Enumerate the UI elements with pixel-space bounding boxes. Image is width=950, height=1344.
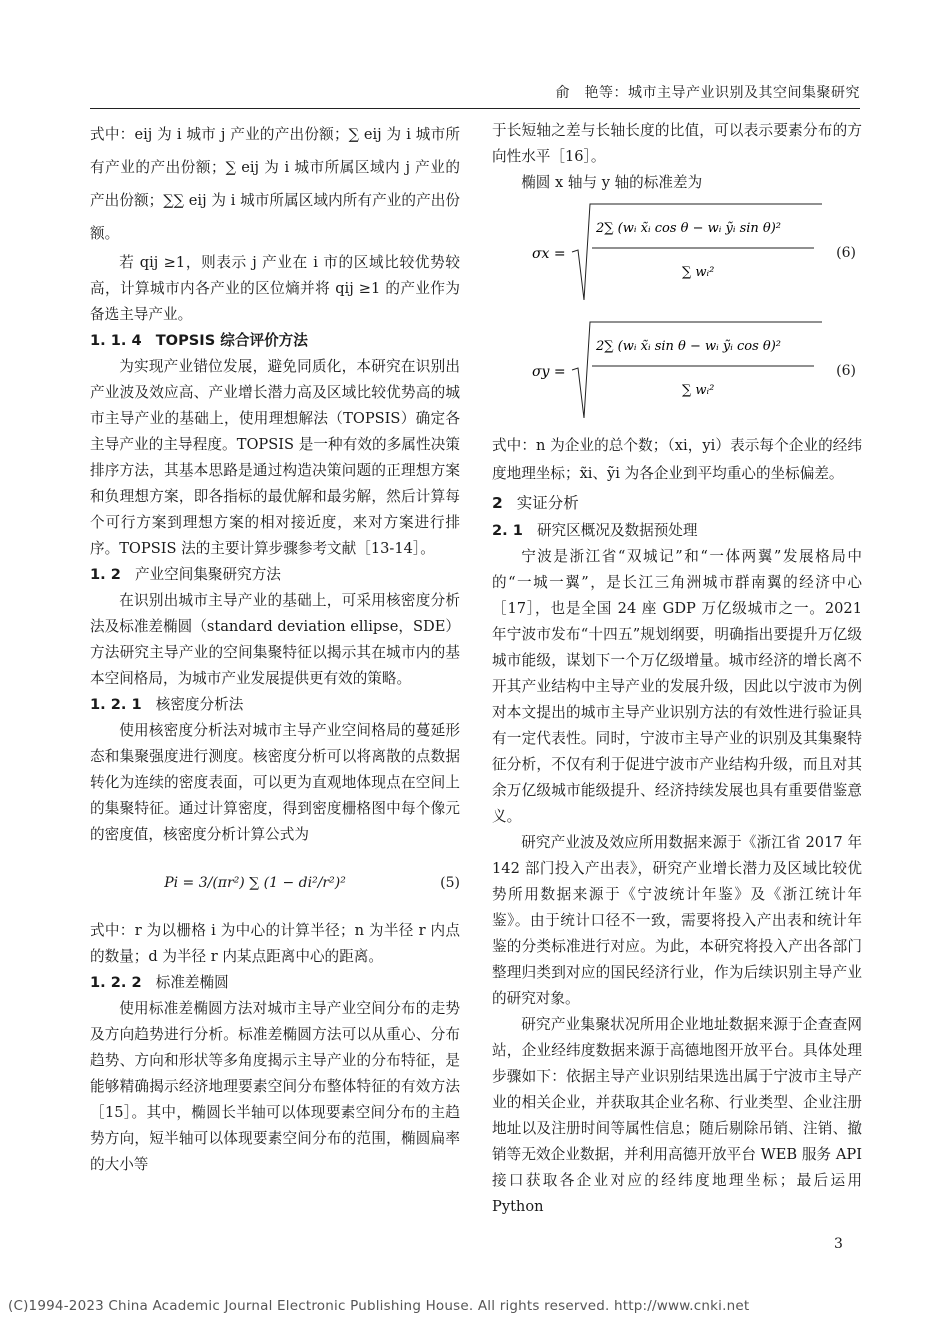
- paragraph: 研究产业波及效应所用数据来源于《浙江省 2017 年 142 部门投入产出表》，研究产业增长潜力及区域比较优势所用数据来源于《宁波统计年鉴》及《浙江统计年鉴》。由于统计口径不一致，需要将投入产出表和统计年鉴的分类标准进行对应。为此，本研究将投入产出各部门整理归类到对应的国民经济行业，作为后续识别主导产业的研究对象。: [492, 834, 862, 1007]
- denominator: ∑ wᵢ²: [682, 383, 715, 398]
- sigma-y-formula-graphic: [492, 314, 862, 432]
- equation-6-sigma-x: [492, 196, 862, 314]
- running-header: 俞 艳等：城市主导产业识别及其空间集聚研究: [90, 82, 860, 109]
- section-title: 实证分析: [516, 494, 579, 512]
- section-number: 2. 1: [492, 522, 523, 539]
- section-title: TOPSIS 综合评价方法: [155, 332, 308, 349]
- equation-6-sigma-y: [492, 314, 862, 432]
- equation-number: (6): [836, 363, 856, 379]
- section-number: 2: [492, 494, 503, 512]
- left-column: [90, 118, 460, 1178]
- copyright-footer: (C)1994-2023 China Academic Journal Electronic Publishing House. All rights reserved. http://www.cnki.net: [8, 1298, 750, 1314]
- equation-5: [90, 848, 460, 918]
- numerator: 2∑ (wᵢ x̃ᵢ cos θ − wᵢ ỹᵢ sin θ)²: [596, 221, 782, 236]
- paragraph: 式中：eij 为 i 城市 j 产业的产出份额；∑ eij 为 i 城市所有产业的产出份额；∑ eij 为 i 城市所属区域内 j 产业的产出份额；∑∑ eij 为 i 城市所属区域内所有产业的产出份额。: [90, 126, 460, 242]
- section-number: 1. 2: [90, 566, 121, 583]
- equation-number: (5): [440, 875, 460, 891]
- paragraph: 若 qij ≥1，则表示 j 产业在 i 市的区域比较优势较高，计算城市内各产业的区位熵并将 qij ≥1 的产业作为备选主导产业。: [90, 254, 460, 323]
- paragraph: 使用核密度分析法对城市主导产业空间格局的蔓延形态和集聚强度进行测度。核密度分析可以将离散的点数据转化为连续的密度表面，可以更为直观地体现点在空间上的集聚特征。通过计算密度，得到密度栅格图中每个像元的密度值，核密度分析计算公式为: [90, 722, 460, 843]
- paragraph: 椭圆 x 轴与 y 轴的标准差为: [521, 174, 703, 191]
- paragraph: 研究产业集聚状况所用企业地址数据来源于企查查网站，企业经纬度数据来源于高德地图开放平台。具体处理步骤如下：依据主导产业识别结果选出属于宁波市主导产业的相关企业，并获取其企业名称、行业类型、企业注册地址以及注册时间等属性信息；随后剔除吊销、注销、撤销等无效企业数据，并利用高德开放平台 WEB 服务 API 接口获取各企业对应的经纬度地理坐标；最后运用 Python: [492, 1016, 862, 1215]
- radical-sign: [572, 322, 822, 418]
- section-heading: [90, 970, 460, 996]
- section-heading: [492, 490, 862, 516]
- section-title: 研究区概况及数据预处理: [536, 522, 698, 539]
- paragraph: 在识别出城市主导产业的基础上，可采用核密度分析法及标准差椭圆（standard deviation ellipse，SDE）方法研究主导产业的空间集聚特征以揭示其在城市内的基本空间格局，为城市产业发展提供更有效的策略。: [90, 592, 460, 687]
- numerator: 2∑ (wᵢ x̃ᵢ sin θ − wᵢ ỹᵢ cos θ)²: [596, 339, 782, 354]
- page-number: 3: [834, 1236, 843, 1252]
- paragraph: 使用标准差椭圆方法对城市主导产业空间分布的走势及方向趋势进行分析。标准差椭圆方法可以从重心、分布趋势、方向和形状等多角度揭示主导产业的分布特征，是能够精确揭示经济地理要素空间分布整体特征的有效方法［15］。其中，椭圆长半轴可以体现要素空间分布的主趋势方向，短半轴可以体现要素空间分布的范围，椭圆扁率的大小等: [90, 1000, 460, 1173]
- section-title: 产业空间集聚研究方法: [134, 566, 281, 583]
- sigma-x-formula-graphic: [492, 196, 862, 314]
- radical-sign: [572, 204, 822, 300]
- equation-lhs: σy =: [532, 364, 566, 380]
- paragraph: 为实现产业错位发展，避免同质化，本研究在识别出产业波及效应高、产业增长潜力高及区域比较优势高的城市主导产业的基础上，使用理想解法（TOPSIS）确定各主导产业的主导程度。TOPSIS 是一种有效的多属性决策排序方法，其基本思路是通过构造决策问题的正理想方案和负理想方案，即各指标的最优解和最劣解，然后计算每个可行方案到理想方案的相对接近度，来对方案进行排序。TOPSIS 法的主要计算步骤参考文献［13-14］。: [90, 358, 460, 557]
- section-heading: [90, 562, 460, 588]
- paragraph: 式中：r 为以栅格 i 为中心的计算半径；n 为半径 r 内点的数量；d 为半径 r 内某点距离中心的距离。: [90, 922, 460, 965]
- paragraph: 式中：n 为企业的总个数；（xi，yi）表示每个企业的经纬度地理坐标；x̃i、ỹi 为各企业到平均重心的坐标偏差。: [492, 437, 862, 482]
- equation-number: (6): [836, 245, 856, 261]
- equation-lhs: σx =: [532, 246, 566, 262]
- section-title: 标准差椭圆: [155, 974, 229, 991]
- paragraph: 于长短轴之差与长轴长度的比值，可以表示要素分布的方向性水平［16］。: [492, 122, 862, 165]
- section-heading: [90, 692, 460, 718]
- equation-body: Pi = 3/(πr²) ∑ (1 − di²/r²)²: [164, 875, 346, 891]
- paragraph: 宁波是浙江省“双城记”和“一体两翼”发展格局中的“一城一翼”，是长江三角洲城市群南翼的经济中心［17］，也是全国 24 座 GDP 万亿级城市之一。2021 年宁波市发布“十四五”规划纲要，明确指出要提升万亿级城市能级，谋划下一个万亿级增量。城市经济的增长离不开其产业结构中主导产业的发展升级，因此以宁波市为例对本文提出的城市主导产业识别方法的有效性进行验证具有一定代表性。同时，宁波市主导产业的识别及其集聚特征分析，不仅有利于促进宁波市产业结构升级，而且对其余万亿级城市能级提升、经济持续发展也具有重要借鉴意义。: [492, 548, 862, 825]
- section-number: 1. 1. 4: [90, 332, 142, 349]
- section-title: 核密度分析法: [155, 696, 244, 713]
- right-column: [492, 118, 862, 1220]
- section-heading: [90, 328, 460, 354]
- section-number: 1. 2. 1: [90, 696, 142, 713]
- denominator: ∑ wᵢ²: [682, 265, 715, 280]
- section-number: 1. 2. 2: [90, 974, 142, 991]
- section-heading: [492, 518, 862, 544]
